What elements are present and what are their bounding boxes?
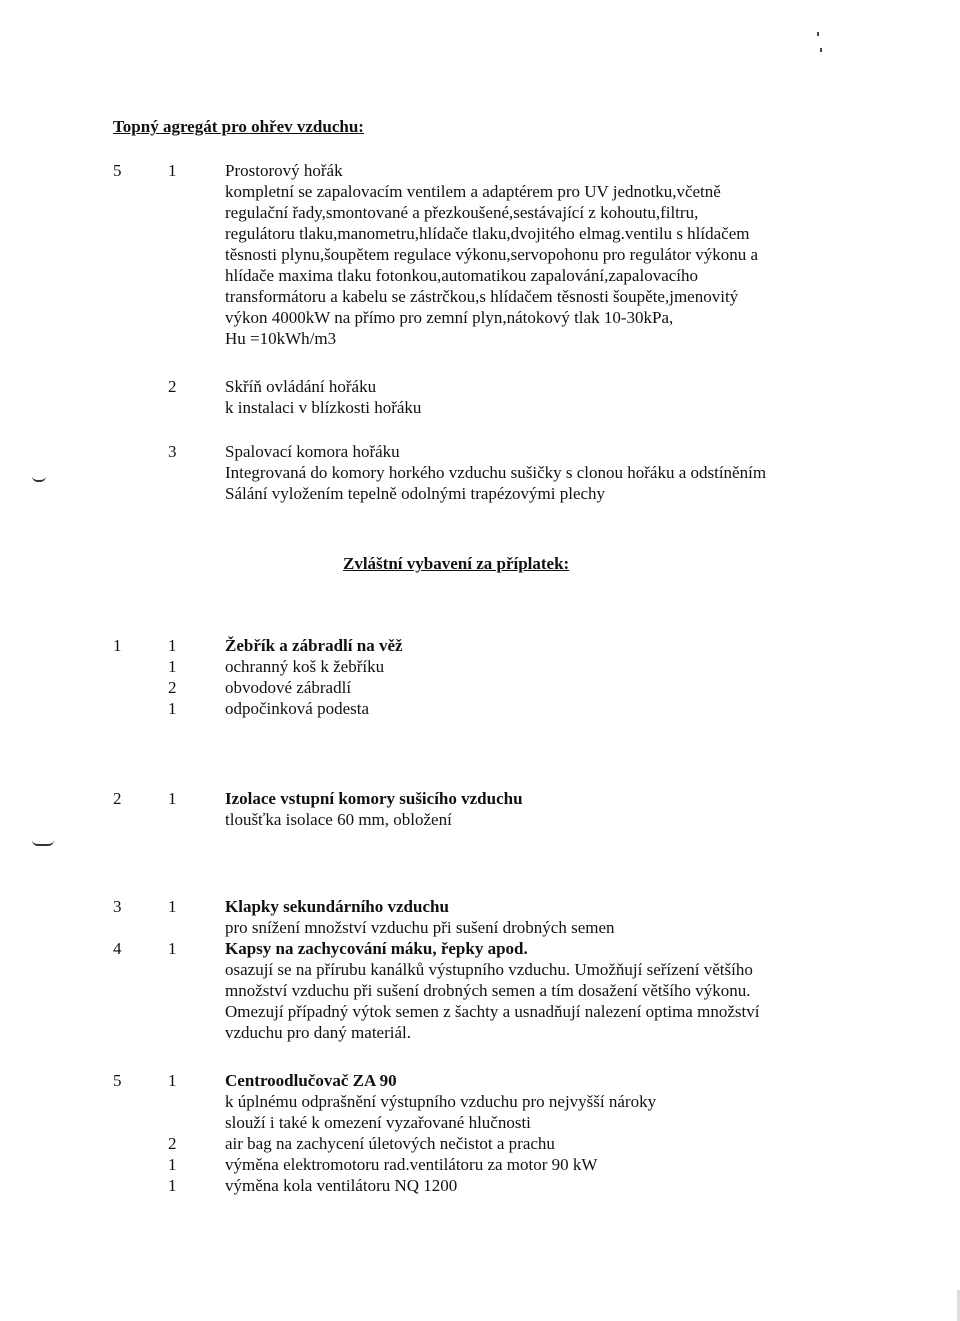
item-row — [113, 483, 833, 504]
item-text: hlídače maxima tlaku fotonkou,automatikou zapalování,zapalovacího — [225, 266, 699, 285]
item-position-number: 5 — [113, 161, 122, 180]
item-position-number: 5 — [113, 1071, 122, 1090]
item-row — [113, 656, 833, 677]
item-quantity: 1 — [168, 1176, 177, 1195]
item-text: osazují se na přírubu kanálků výstupního vzduchu. Umožňují seřízení většího — [225, 960, 753, 979]
item-text: těsnosti plynu,šoupětem regulace výkonu,servopohonu pro regulátor výkonu a — [225, 245, 759, 264]
item-quantity: 1 — [168, 657, 177, 676]
item-quantity: 2 — [168, 678, 177, 697]
item-row — [113, 1070, 833, 1091]
item-row — [113, 202, 833, 223]
item-text: Izolace vstupní komory sušicího vzduchu — [225, 789, 523, 808]
section-control-box — [113, 376, 833, 418]
section-flaps-pockets — [113, 896, 833, 1043]
item-text: regulační řady,smontované a přezkoušené,sestávající z kohoutu,filtru, — [225, 203, 699, 222]
extra-heading: Zvláštní vybavení za příplatek: — [343, 554, 570, 573]
item-row — [113, 265, 833, 286]
item-position-number: 4 — [113, 939, 122, 958]
item-position-number: 1 — [113, 636, 122, 655]
item-text: Spalovací komora hořáku — [225, 442, 400, 461]
item-row — [113, 917, 833, 938]
item-quantity: 1 — [168, 161, 177, 180]
item-row — [113, 1022, 833, 1043]
item-text: Kapsy na zachycování máku, řepky apod. — [225, 939, 528, 958]
item-text: odpočinková podesta — [225, 699, 369, 718]
item-text: pro snížení množství vzduchu při sušení drobných semen — [225, 918, 615, 937]
scan-speck — [820, 48, 822, 52]
item-row — [113, 635, 833, 656]
item-row — [113, 181, 833, 202]
item-row — [113, 788, 833, 809]
item-row — [113, 1091, 833, 1112]
item-quantity: 1 — [168, 897, 177, 916]
item-text: Sálání vyložením tepelně odolnými trapézovými plechy — [225, 484, 606, 503]
item-row — [113, 328, 833, 349]
item-row — [113, 959, 833, 980]
item-row — [113, 1175, 833, 1196]
item-row — [113, 1133, 833, 1154]
item-quantity: 2 — [168, 377, 177, 396]
item-text: výkon 4000kW na přímo pro zemní plyn,nátokový tlak 10-30kPa, — [225, 308, 674, 327]
item-position-number: 2 — [113, 789, 122, 808]
section-combustion-chamber — [113, 441, 833, 504]
item-row — [113, 698, 833, 719]
item-text: tloušťka isolace 60 mm, obložení — [225, 810, 452, 829]
item-row — [113, 307, 833, 328]
scan-margin-mark — [32, 476, 46, 482]
item-row — [113, 376, 833, 397]
item-text: vzduchu pro daný materiál. — [225, 1023, 411, 1042]
item-row — [113, 677, 833, 698]
item-quantity: 1 — [168, 1071, 177, 1090]
item-text: Prostorový hořák — [225, 161, 343, 180]
item-row — [113, 223, 833, 244]
item-text: Skříň ovládání hořáku — [225, 377, 377, 396]
item-quantity: 1 — [168, 636, 177, 655]
item-text: Hu =10kWh/m3 — [225, 329, 337, 348]
item-row — [113, 286, 833, 307]
item-row — [113, 809, 833, 830]
item-quantity: 1 — [168, 1155, 177, 1174]
item-row — [113, 441, 833, 462]
item-text: air bag na zachycení úletových nečistot a prachu — [225, 1134, 555, 1153]
item-quantity: 1 — [168, 789, 177, 808]
section-ladder — [113, 635, 833, 719]
item-row — [113, 1112, 833, 1133]
item-text: výměna kola ventilátoru NQ 1200 — [225, 1176, 458, 1195]
section-burner — [113, 160, 833, 349]
item-row — [113, 397, 833, 418]
item-text: výměna elektromotoru rad.ventilátoru za motor 90 kW — [225, 1155, 598, 1174]
section-cyclone — [113, 1070, 833, 1196]
scan-margin-mark — [32, 840, 54, 846]
item-text: slouží i také k omezení vyzařované hlučnosti — [225, 1113, 531, 1132]
item-row — [113, 244, 833, 265]
item-text: Žebřík a zábradlí na věž — [225, 636, 403, 655]
item-text: množství vzduchu při sušení drobných semen a tím dosažení většího výkonu. — [225, 981, 751, 1000]
item-quantity: 3 — [168, 442, 177, 461]
item-text: Klapky sekundárního vzduchu — [225, 897, 449, 916]
item-row — [113, 160, 833, 181]
item-row — [113, 1154, 833, 1175]
item-text: Integrovaná do komory horkého vzduchu sušičky s clonou hořáku a odstíněním — [225, 463, 767, 482]
item-text: transformátoru a kabelu se zástrčkou,s hlídačem těsnosti šoupěte,jmenovitý — [225, 287, 739, 306]
section-insulation — [113, 788, 833, 830]
item-text: obvodové zábradlí — [225, 678, 352, 697]
main-heading: Topný agregát pro ohřev vzduchu: — [113, 117, 364, 136]
item-text: kompletní se zapalovacím ventilem a adaptérem pro UV jednotku,včetně — [225, 182, 721, 201]
item-text: Omezují případný výtok semen z šachty a usnadňují nalezení optima množství — [225, 1002, 760, 1021]
item-row — [113, 938, 833, 959]
item-row — [113, 896, 833, 917]
item-quantity: 2 — [168, 1134, 177, 1153]
item-quantity: 1 — [168, 939, 177, 958]
item-text: Centroodlučovač ZA 90 — [225, 1071, 397, 1090]
item-position-number: 3 — [113, 897, 122, 916]
scan-speck — [817, 32, 819, 36]
item-row — [113, 462, 833, 483]
item-text: k úplnému odprašnění výstupního vzduchu pro nejvyšší nároky — [225, 1092, 657, 1111]
item-row — [113, 980, 833, 1001]
item-text: regulátoru tlaku,manometru,hlídače tlaku,dvojitého elmag.ventilu s hlídačem — [225, 224, 750, 243]
item-text: k instalaci v blízkosti hořáku — [225, 398, 422, 417]
item-row — [113, 1001, 833, 1022]
item-quantity: 1 — [168, 699, 177, 718]
item-text: ochranný koš k žebříku — [225, 657, 385, 676]
